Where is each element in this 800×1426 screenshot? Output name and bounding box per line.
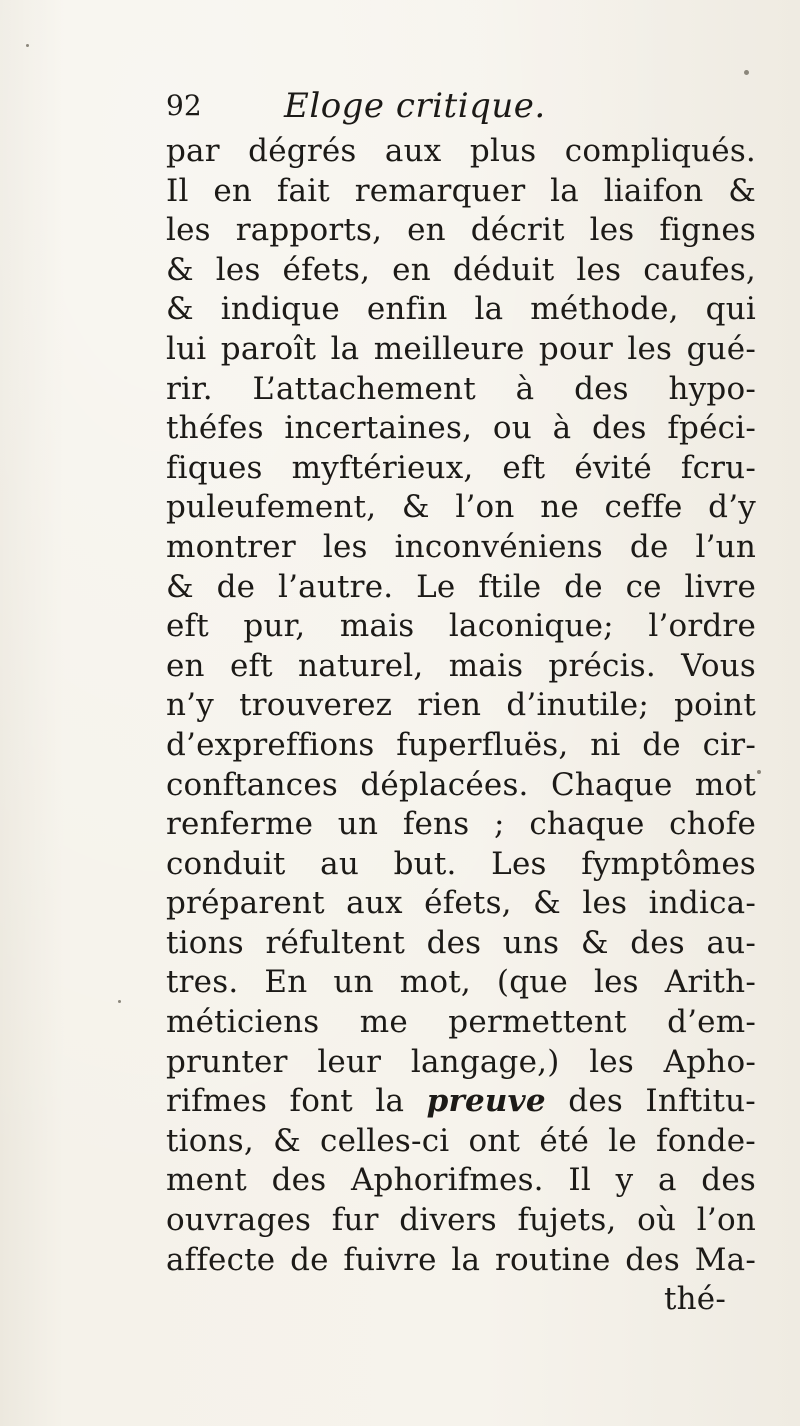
paper-speck bbox=[26, 44, 29, 47]
text-line: puleufement, & l’on ne ceffe d’y bbox=[166, 489, 756, 526]
text-line: tions réfultent des uns & des au- bbox=[166, 924, 756, 961]
text-line: renferme un fens ; chaque chofe bbox=[166, 806, 756, 843]
paper-speck bbox=[744, 70, 749, 75]
text-line: & les éfets, en déduit les caufes, bbox=[166, 251, 756, 288]
text-line-with-emphasis bbox=[166, 1082, 756, 1122]
text-line: rir. L’attachement à des hypo- bbox=[166, 370, 756, 407]
text-line: affecte de fuivre la routine des Ma- bbox=[166, 1241, 756, 1278]
text-line: d’expreffions fuperfluës, ni de cir- bbox=[166, 726, 756, 763]
text-line: par dégrés aux plus compliqués. bbox=[166, 133, 756, 169]
text-line: conftances déplacées. Chaque mot bbox=[166, 766, 756, 803]
text-line: ouvrages fur divers fujets, où l’on bbox=[166, 1202, 756, 1239]
text-run: rifmes font la bbox=[166, 1083, 427, 1120]
text-line: Il en fait remarquer la liaifon & bbox=[166, 172, 756, 209]
page-header bbox=[166, 86, 726, 126]
text-line: méticiens me permettent d’em- bbox=[166, 1004, 756, 1041]
text-line: & indique enfin la méthode, qui bbox=[166, 291, 756, 328]
paper-speck bbox=[757, 770, 761, 774]
text-line: fiques myftérieux, eft évité fcru- bbox=[166, 449, 756, 486]
text-line: en eft naturel, mais précis. Vous bbox=[166, 647, 756, 684]
page-number: 92 bbox=[166, 89, 202, 122]
text-line: théfes incertaines, ou à des fpéci- bbox=[166, 410, 756, 447]
text-line: les rapports, en décrit les fignes bbox=[166, 212, 756, 249]
text-run: des Inftitu- bbox=[545, 1083, 756, 1120]
text-line: ment des Aphorifmes. Il y a des bbox=[166, 1162, 756, 1199]
text-line: n’y trouverez rien d’inutile; point bbox=[166, 687, 756, 724]
text-line: eft pur, mais laconique; l’ordre bbox=[166, 608, 756, 645]
text-line: préparent aux éfets, & les indica- bbox=[166, 885, 756, 922]
text-line: tres. En un mot, (que les Arith- bbox=[166, 964, 756, 1001]
running-title: Eloge critique. bbox=[284, 86, 546, 126]
text-line: tions, & celles-ci ont été le fonde- bbox=[166, 1122, 756, 1159]
text-line: prunter leur langage,) les Apho- bbox=[166, 1043, 756, 1080]
paper-speck bbox=[118, 1000, 121, 1003]
text-line: conduit au but. Les fymptômes bbox=[166, 845, 756, 882]
text-line: & de l’autre. Le ftile de ce livre bbox=[166, 568, 756, 605]
text-line: lui paroît la meilleure pour les gué- bbox=[166, 330, 756, 367]
body-text bbox=[166, 132, 756, 1320]
catchword: thé- bbox=[663, 1281, 726, 1318]
text-line: montrer les inconvéniens de l’un bbox=[166, 528, 756, 565]
emphasis-word: preuve bbox=[426, 1083, 546, 1120]
